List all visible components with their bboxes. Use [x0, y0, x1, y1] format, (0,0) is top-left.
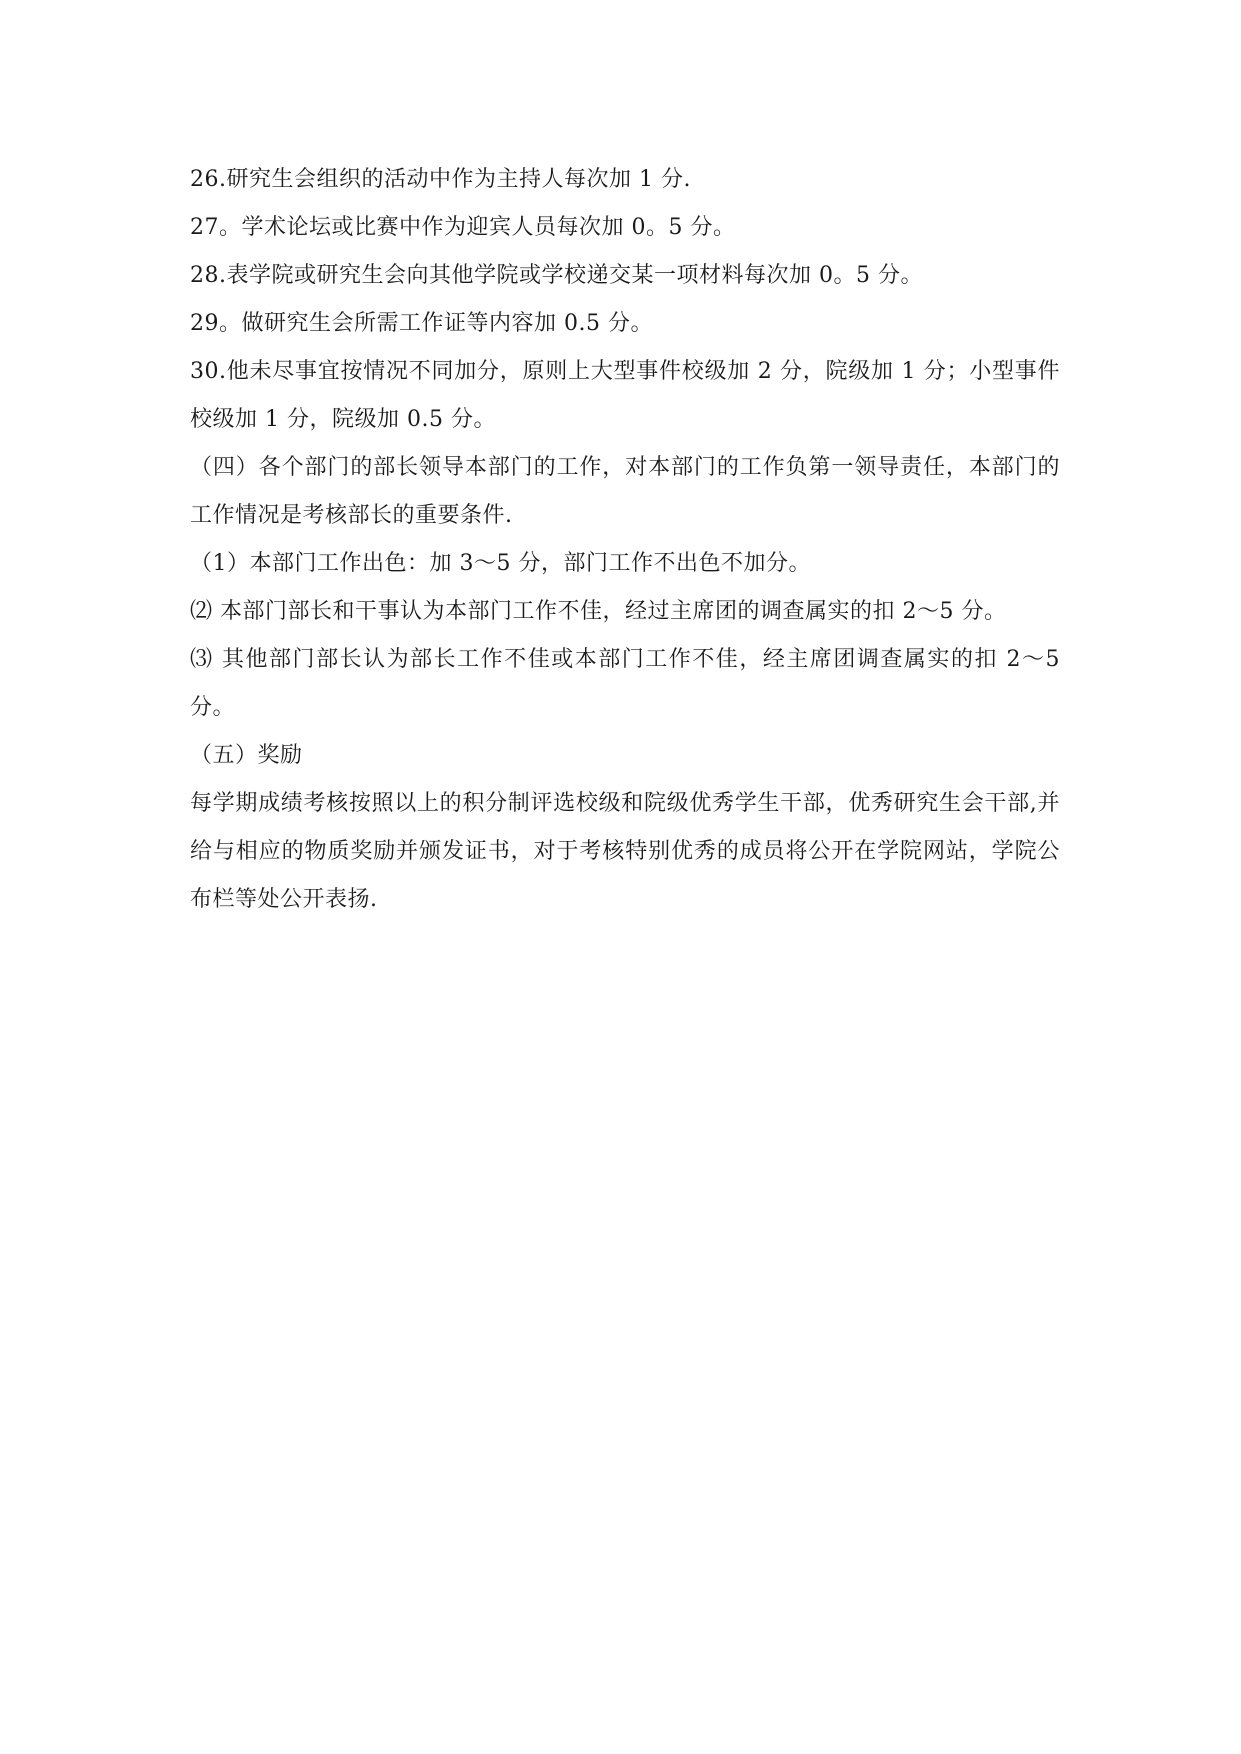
- section-four-paragraph: （四）各个部门的部长领导本部门的工作，对本部门的工作负第一领导责任，本部门的工作情况是考核部长的重要条件.: [190, 455, 1060, 528]
- sub-item-2: ⑵ 本部门部长和干事认为本部门工作不佳，经过主席团的调查属实的扣 2～5 分。: [190, 599, 1007, 624]
- sub-item-3: ⑶ 其他部门部长认为部长工作不佳或本部门工作不佳，经主席团调查属实的扣 2～5 分。: [190, 647, 1060, 720]
- paragraph-item-26: 26.研究生会组织的活动中作为主持人每次加 1 分.: [190, 167, 691, 192]
- paragraph-item-29: 29。做研究生会所需工作证等内容加 0.5 分。: [190, 311, 653, 336]
- reward-paragraph: 每学期成绩考核按照以上的积分制评选校级和院级优秀学生干部，优秀研究生会干部,并给与相应的物质奖励并颁发证书，对于考核特别优秀的成员将公开在学院网站，学院公布栏等处公开表扬.: [190, 791, 1060, 912]
- paragraph-item-27: 27。学术论坛或比赛中作为迎宾人员每次加 0。5 分。: [190, 215, 736, 240]
- document-body: [190, 156, 1060, 924]
- paragraph-item-30: 30.他未尽事宜按情况不同加分，原则上大型事件校级加 2 分，院级加 1 分；小型事件校级加 1 分，院级加 0.5 分。: [190, 359, 1060, 432]
- paragraph-item-28: 28.表学院或研究生会向其他学院或学校递交某一项材料每次加 0。5 分。: [190, 263, 923, 288]
- sub-item-1: （1）本部门工作出色：加 3～5 分，部门工作不出色不加分。: [190, 551, 811, 576]
- section-five-heading: （五）奖励: [190, 743, 303, 768]
